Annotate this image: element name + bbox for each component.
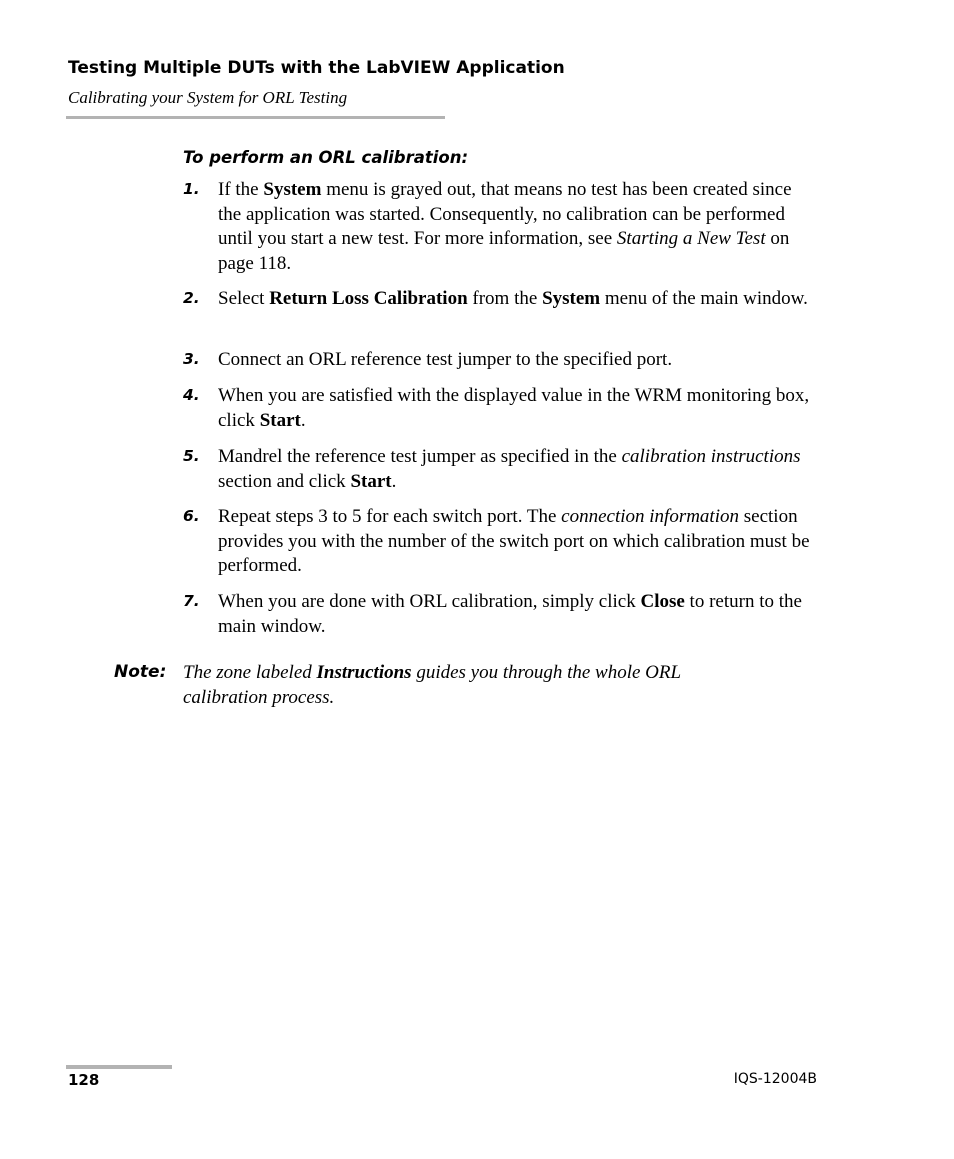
text-run: Repeat steps 3 to 5 for each switch port. The <box>218 506 562 527</box>
header-rule <box>66 116 445 119</box>
step-text <box>218 590 818 639</box>
bold-term: System <box>542 288 601 309</box>
procedure-heading: To perform an ORL calibration: <box>183 148 469 167</box>
step-text <box>218 445 818 494</box>
text-run: Mandrel the reference test jumper as specified in the <box>218 446 622 467</box>
note <box>114 660 814 710</box>
text-run: menu of the main window. <box>600 288 808 309</box>
note-label: Note: <box>114 662 167 682</box>
text-run: The zone labeled <box>183 662 317 683</box>
bold-term: Start <box>350 470 392 492</box>
step-text <box>218 348 818 373</box>
step-6 <box>183 505 823 579</box>
text-run: section provides you with the number of the switch port on which calibration must be performed. <box>218 506 810 577</box>
bold-term: Return Loss Calibration <box>269 288 468 309</box>
step-number: 5. <box>183 447 200 465</box>
text-run: menu is grayed out, that means no test has been created since the application was started. Consequently, no calibration can be performed until you start a new test. For more information, see <box>218 179 792 250</box>
bold-term: Instructions <box>316 662 412 683</box>
text-run: . <box>391 470 397 492</box>
footer-rule <box>66 1065 172 1069</box>
step-text <box>218 384 818 433</box>
step-number: 3. <box>183 350 200 368</box>
step-1 <box>183 178 823 277</box>
step-5 <box>183 445 823 494</box>
step-4 <box>183 384 823 433</box>
step-number: 6. <box>183 507 200 525</box>
text-run: . <box>300 409 306 431</box>
section-title: Calibrating your System for ORL Testing <box>68 88 348 107</box>
step-7 <box>183 590 823 639</box>
text-run: Connect an ORL reference test jumper to the specified port. <box>218 349 673 370</box>
document-code: IQS-12004B <box>733 1071 817 1087</box>
step-text <box>218 178 818 277</box>
bold-term: Start <box>259 409 301 431</box>
italic-term: connection information <box>561 506 739 527</box>
text-run: Select <box>218 288 270 309</box>
page-number: 128 <box>68 1071 100 1089</box>
step-number: 7. <box>183 592 200 610</box>
note-text <box>183 660 763 710</box>
text-run: When you are done with ORL calibration, simply click <box>218 591 641 612</box>
text-run: When you are satisfied with the displayed value in the WRM monitoring box, click <box>218 385 810 431</box>
text-run: to return to the main window. <box>218 591 802 637</box>
step-3 <box>183 348 823 373</box>
step-number: 2. <box>183 289 200 307</box>
step-number: 1. <box>183 180 200 198</box>
step-2 <box>183 287 823 312</box>
text-run: section and click <box>218 470 351 492</box>
step-number: 4. <box>183 386 200 404</box>
italic-term: Starting a New Test <box>616 228 766 250</box>
italic-term: calibration instructions <box>621 446 801 467</box>
text-run: guides you through the whole ORL calibration process. <box>183 662 681 708</box>
bold-term: Close <box>640 591 685 612</box>
step-text <box>218 505 818 579</box>
chapter-title: Testing Multiple DUTs with the LabVIEW Application <box>68 58 565 78</box>
text-run: from the <box>467 288 543 309</box>
text-run: If the <box>218 179 264 200</box>
bold-term: System <box>263 179 322 200</box>
step-text <box>218 287 818 312</box>
text-run: on page 118. <box>218 228 790 275</box>
